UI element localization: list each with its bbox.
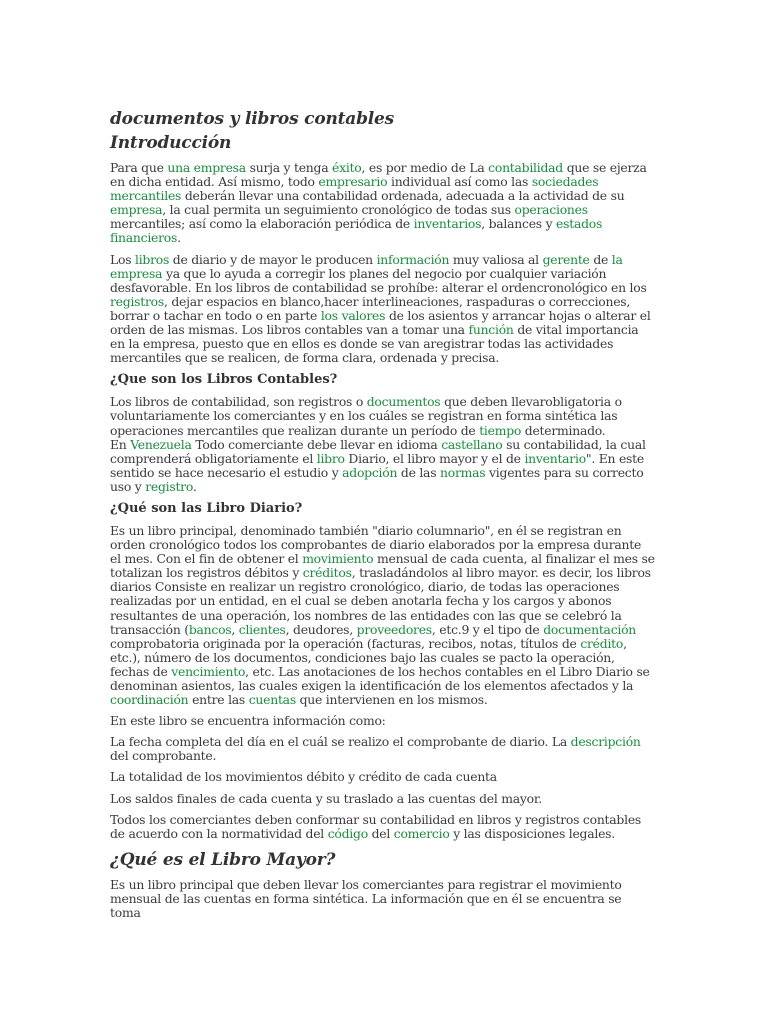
inline-link[interactable]: sociedades mercantiles [110, 174, 599, 204]
paragraph: Es un libro principal que deben llevar los comerciantes para registrar el movimiento mensual de las cuentas en forma sintética. La información que en él se encuentra se toma [110, 876, 622, 921]
inline-link[interactable]: información [376, 251, 450, 267]
inline-link[interactable]: inventarios [413, 216, 482, 232]
inline-link[interactable]: clientes [238, 621, 286, 637]
inline-link[interactable]: bancos [188, 621, 232, 637]
inline-link[interactable]: registro [145, 478, 193, 494]
paragraph: Los libros de diario y de mayor le producen información muy valiosa al gerente de la empresa ya que lo ayuda a corregir los planes del negocio por cualquier variación desfavorable. En los libros de contabilidad se prohíbe: alterar el ordencronológico en los registros, dejar espacios en blanco,hacer interlineaciones, raspaduras o correcciones, borrar o tachar en todo o en parte los valores de los asientos y arrancar hojas o alterar el orden de las mismas. Los libros contables van a tomar una función de vital importancia en la empresa, puesto que en ellos es donde se van aregistrar todas las actividades mercantiles que se realicen, de forma clara, ordenada y precisa. [110, 251, 651, 366]
inline-link[interactable]: función [468, 322, 514, 338]
inline-link[interactable]: crédito [580, 635, 624, 651]
paragraph: En este libro se encuentra información como: [110, 713, 386, 729]
inline-link[interactable]: normas [440, 464, 486, 480]
section-heading: ¿Qué es el Libro Mayor? [110, 849, 336, 870]
paragraph: La fecha completa del día en el cuál se realizo el comprobante de diario. La descripción del comprobante. [110, 734, 641, 764]
inline-link[interactable]: documentos [366, 394, 441, 410]
inline-link[interactable]: estados financieros [110, 216, 603, 246]
inline-link[interactable]: tiempo [479, 422, 522, 438]
inline-link[interactable]: éxito [332, 160, 362, 175]
paragraph: Para que una empresa surja y tenga éxito, es por medio de La contabilidad que se ejerza en dicha entidad. Así mismo, todo empresario individual así como las sociedades mercantiles deberán llevar una contabilidad ordenada, adecuada a la actividad de su empresa, la cual permita un seguimiento cronológico de todas sus operaciones mercantiles; así como la elaboración periódica de inventarios, balances y estados financieros. [110, 160, 647, 246]
paragraph: La totalidad de los movimientos débito y crédito de cada cuenta [110, 769, 497, 785]
inline-link[interactable]: documentación [543, 621, 637, 637]
inline-link[interactable]: los valores [320, 307, 386, 323]
inline-link[interactable]: castellano [441, 436, 503, 452]
section-heading: Introducción [110, 133, 232, 153]
inline-link[interactable]: libro [316, 450, 345, 466]
inline-link[interactable]: empresa [110, 202, 163, 218]
inline-link[interactable]: proveedores [356, 621, 432, 637]
inline-link[interactable]: empresario [318, 174, 388, 190]
paragraph: Todos los comerciantes deben conformar su contabilidad en libros y registros contables de acuerdo con la normatividad del código del comercio y las disposiciones legales. [110, 811, 642, 841]
inline-link[interactable]: inventario [524, 450, 586, 466]
inline-link[interactable]: créditos [302, 565, 352, 581]
inline-link[interactable]: coordinación [110, 692, 189, 708]
paragraph: Los saldos finales de cada cuenta y su traslado a las cuentas del mayor. [110, 790, 542, 806]
inline-link[interactable]: Venezuela [130, 436, 192, 452]
inline-link[interactable]: operaciones [514, 202, 588, 218]
inline-link[interactable]: cuentas [248, 692, 296, 708]
document-page [110, 108, 655, 927]
inline-link[interactable]: movimiento [302, 551, 374, 567]
paragraph: Los libros de contabilidad, son registros o documentos que deben llevarobligatoria o voluntariamente los comerciantes y en los cuáles se registran en forma sintética las operaciones mercantiles que realizan durante un período de tiempo determinado. En Venezuela Todo comerciante debe llevar en idioma castellano su contabilidad, la cual comprenderá obligatoriamente el libro Diario, el libro mayor y el de inventario". En este sentido se hace necesario el estudio y adopción de las normas vigentes para su correcto uso y registro. [110, 394, 646, 494]
inline-link[interactable]: la empresa [110, 251, 623, 281]
inline-link[interactable]: descripción [570, 734, 641, 750]
subsection-heading: ¿Qué son las Libro Diario? [110, 500, 303, 516]
inline-link[interactable]: libros [135, 251, 170, 267]
document-title: documentos y libros contables [110, 109, 395, 129]
inline-link[interactable]: gerente [542, 251, 590, 267]
paragraph: Es un libro principal, denominado también "diario columnario", en él se registran en orden cronológico todos los comprobantes de diario elaborados por la empresa durante el mes. Con el fin de obtener el movimiento mensual de cada cuenta, al finalizar el mes se totalizan los registros débitos y créditos, trasladándolos al libro mayor. es decir, los libros diarios Consiste en realizar un registro cronológico, diario, de todas las operaciones realizadas por un entidad, en el cual se deben anotarla fecha y los cargos y abonos resultantes de una operación, los nombres de las entidades con las que se celebró la transacción (bancos, clientes, deudores, proveedores, etc.9 y el tipo de documentación comprobatoria originada por la operación (facturas, recibos, notas, títulos de crédito, etc.), número de los documentos, condiciones bajo las cuales se pacto la operación, fechas de vencimiento, etc. Las anotaciones de los hechos contables en el Libro Diario se denominan asientos, las cuales exigen la identificación de los elementos afectados y la coordinación entre las cuentas que intervienen en los mismos. [110, 522, 655, 708]
inline-link[interactable]: una empresa [167, 160, 246, 175]
inline-link[interactable]: adopción [342, 464, 398, 480]
inline-link[interactable]: código [327, 825, 368, 841]
document-body [110, 131, 655, 920]
inline-link[interactable]: comercio [393, 825, 450, 841]
inline-link[interactable]: registros [110, 293, 164, 309]
inline-link[interactable]: contabilidad [488, 160, 563, 175]
inline-link[interactable]: vencimiento [171, 663, 246, 679]
subsection-heading: ¿Que son los Libros Contables? [110, 372, 338, 388]
